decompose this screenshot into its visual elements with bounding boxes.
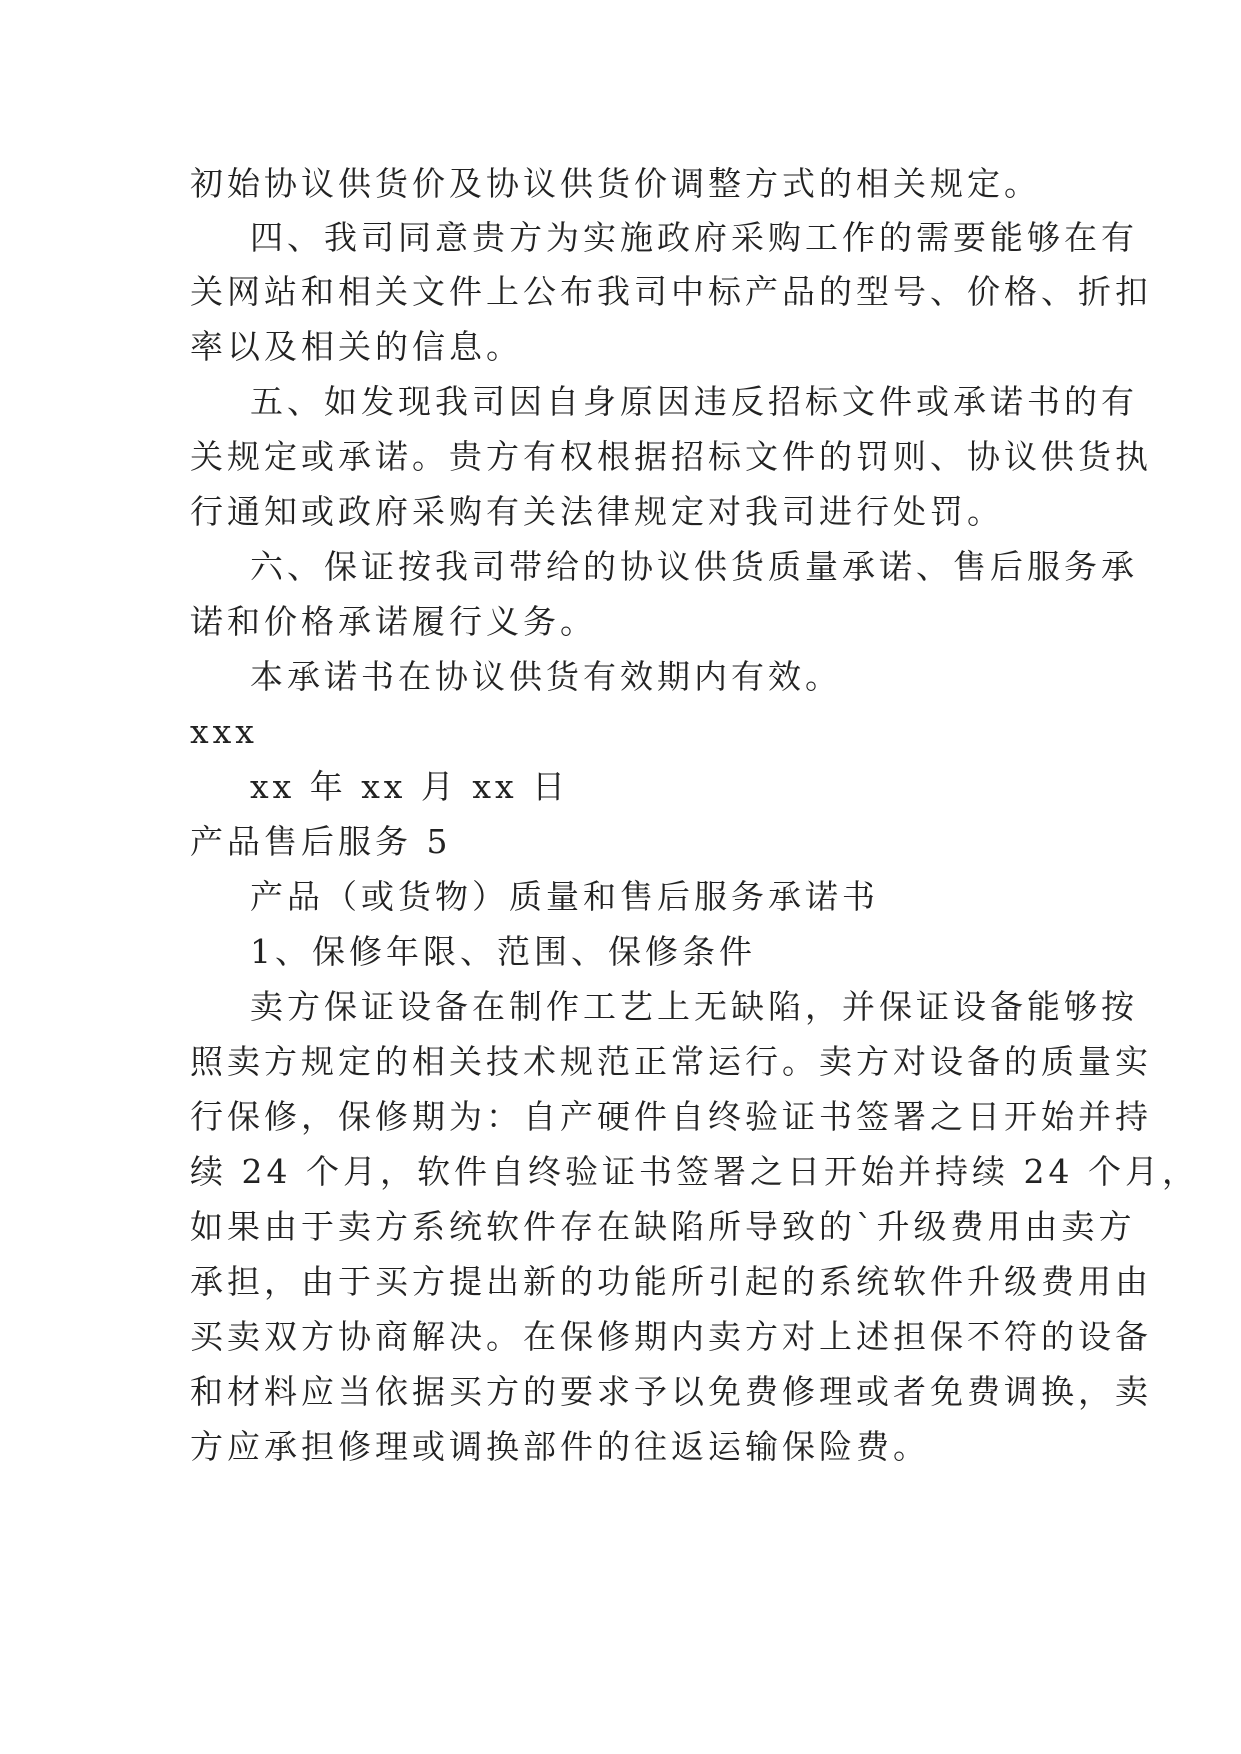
text-line: 方应承担修理或调换部件的往返运输保险费。 xyxy=(190,1427,930,1466)
text-line: 承担，由于买方提出新的功能所引起的系统软件升级费用由 xyxy=(190,1262,1152,1301)
text-line: 率以及相关的信息。 xyxy=(190,327,523,366)
clause-heading: 1、保修年限、范围、保修条件 xyxy=(250,932,756,971)
text-line: 诺和价格承诺履行义务。 xyxy=(190,602,597,641)
text-line: 行通知或政府采购有关法律规定对我司进行处罚。 xyxy=(190,492,1004,531)
signature-date: xx 年 xx 月 xx 日 xyxy=(250,767,570,806)
text-line: 买卖双方协商解决。在保修期内卖方对上述担保不符的设备 xyxy=(190,1317,1152,1356)
text-line: 续 24 个月，软件自终验证书签署之日开始并持续 24 个月， xyxy=(190,1152,1199,1191)
text-line: 本承诺书在协议供货有效期内有效。 xyxy=(250,657,842,696)
text-line: 初始协议供货价及协议供货价调整方式的相关规定。 xyxy=(190,164,1041,203)
text-line: 关网站和相关文件上公布我司中标产品的型号、价格、折扣 xyxy=(190,272,1152,311)
text-line: 五、如发现我司因自身原因违反招标文件或承诺书的有 xyxy=(250,382,1138,421)
section-title: 产品售后服务 5 xyxy=(190,822,452,861)
text-line: 关规定或承诺。贵方有权根据招标文件的罚则、协议供货执 xyxy=(190,437,1152,476)
signature-name: xxx xyxy=(190,712,258,751)
subsection-title: 产品（或货物）质量和售后服务承诺书 xyxy=(250,877,879,916)
text-line: 四、我司同意贵方为实施政府采购工作的需要能够在有 xyxy=(250,218,1138,257)
text-line: 六、保证按我司带给的协议供货质量承诺、售后服务承 xyxy=(250,547,1138,586)
text-line: 和材料应当依据买方的要求予以免费修理或者免费调换，卖 xyxy=(190,1372,1152,1411)
text-line: 行保修，保修期为：自产硬件自终验证书签署之日开始并持 xyxy=(190,1097,1152,1136)
text-line: 如果由于卖方系统软件存在缺陷所导致的`升级费用由卖方 xyxy=(190,1207,1136,1246)
text-line: 卖方保证设备在制作工艺上无缺陷，并保证设备能够按 xyxy=(250,987,1138,1026)
text-line: 照卖方规定的相关技术规范正常运行。卖方对设备的质量实 xyxy=(190,1042,1152,1081)
